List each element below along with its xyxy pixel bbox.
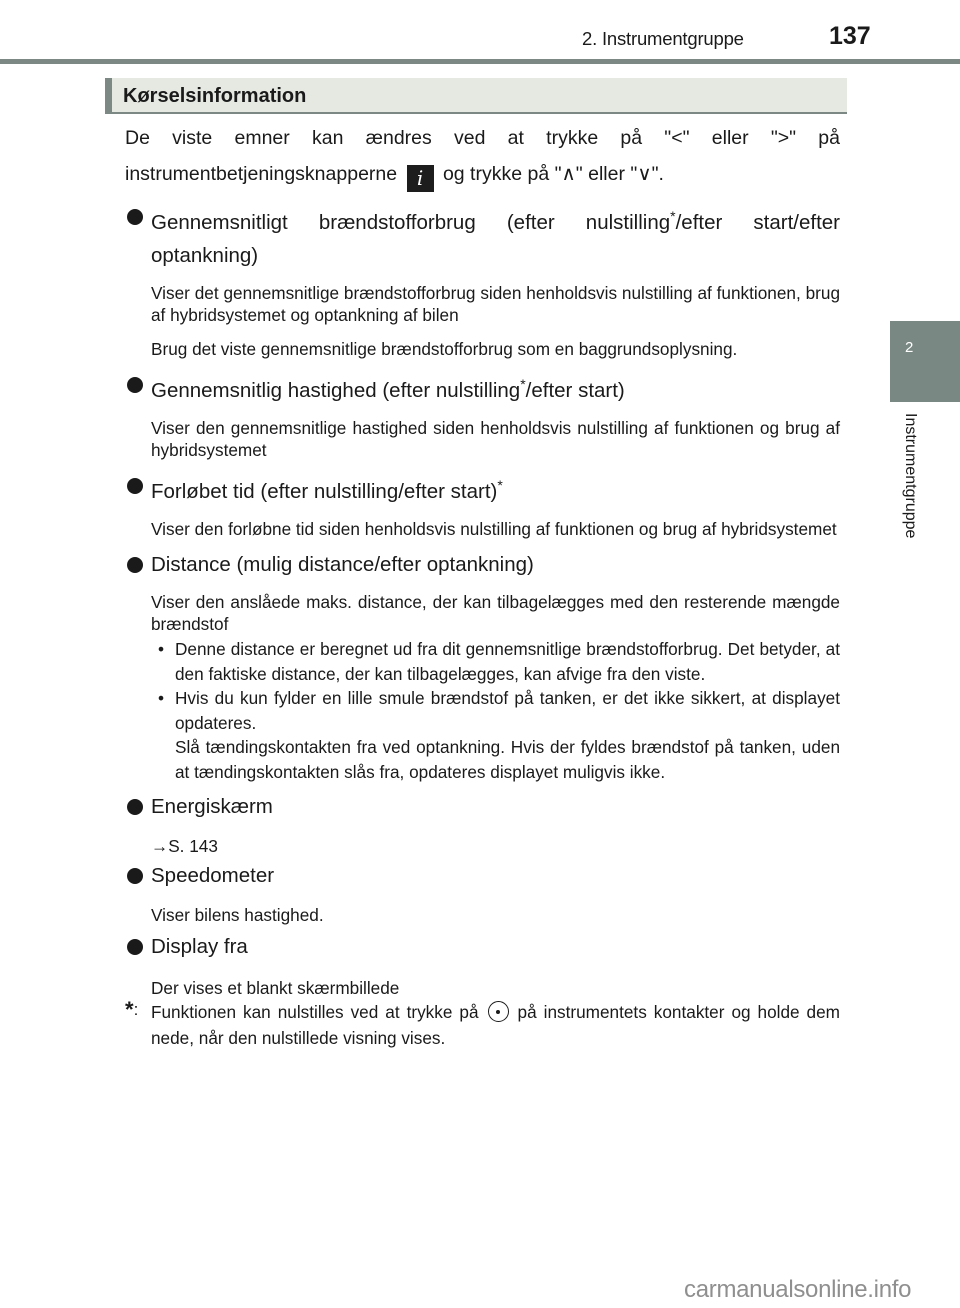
item-title-suffix: /efter start) bbox=[525, 379, 625, 402]
list-item-speedometer bbox=[125, 859, 840, 926]
item-title: Distance (mulig distance/efter optankning) bbox=[151, 553, 534, 576]
item-description: Viser bilens hastighed. bbox=[151, 905, 324, 925]
list-item-display-off bbox=[125, 930, 840, 999]
header-divider bbox=[0, 59, 960, 64]
item-title: Energiskærm bbox=[151, 795, 273, 818]
watermark: carmanualsonline.info bbox=[684, 1276, 912, 1303]
item-title: Gennemsnitlig hastighed (efter nulstilling bbox=[151, 379, 521, 402]
chapter-side-tab bbox=[890, 321, 960, 402]
footnote-mark bbox=[125, 997, 138, 1023]
page-number: 137 bbox=[829, 22, 871, 50]
sub-bullet-text: Slå tændingskontakten fra ved optankning. Hvis der fyldes brændstof på tanken, uden at tændingskontakten slås fra, opdateres displayet muligvis ikke. bbox=[175, 737, 840, 782]
sub-bullet-text: Denne distance er beregnet ud fra dit gennemsnitlige brændstofforbrug. Det betyder, at den faktiske distance, der kan tilbagelægges, kan afvige fra den viste. bbox=[175, 639, 840, 684]
asterisk-mark: * bbox=[520, 376, 526, 392]
list-item-distance bbox=[125, 548, 840, 784]
small-bullet-icon: • bbox=[158, 688, 165, 708]
chapter-side-label-text: Instrumentgruppe bbox=[902, 413, 919, 539]
item-description: Viser det gennemsnitlige brændstofforbrug siden henholdsvis nulstilling af funktionen, brug af hybridsystemet og optankning af bilen bbox=[151, 283, 840, 325]
bullet-icon bbox=[127, 939, 143, 955]
item-title: Speedometer bbox=[151, 864, 275, 887]
bullet-icon bbox=[127, 868, 143, 884]
sub-bullet bbox=[125, 637, 840, 686]
item-heading bbox=[125, 859, 840, 892]
item-description: Viser den gennemsnitlige hastighed siden henholdsvis nulstilling af funktionen og brug af hybridsystemet bbox=[151, 418, 840, 460]
footnote-text-1: Funktionen kan nulstilles ved at trykke på bbox=[151, 1002, 479, 1022]
item-title: Forløbet tid (efter nulstilling/efter start) bbox=[151, 480, 498, 503]
section-title-box bbox=[105, 78, 847, 114]
chapter-side-label bbox=[897, 413, 919, 573]
item-description: Der vises et blankt skærmbillede bbox=[151, 978, 400, 998]
item-heading bbox=[125, 930, 840, 963]
section-title-accent-bar bbox=[105, 78, 112, 114]
asterisk-mark: * bbox=[497, 477, 503, 493]
sub-bullet-text: Hvis du kun fylder en lille smule brændstof på tanken, er det ikke sikkert, at displayet opdateres. bbox=[175, 688, 840, 733]
item-heading bbox=[125, 469, 840, 508]
chapter-title: 2. Instrumentgruppe bbox=[582, 28, 744, 49]
sub-bullet-continuation bbox=[125, 735, 840, 784]
page-body bbox=[125, 120, 840, 1051]
reset-button-icon bbox=[488, 1001, 509, 1022]
item-heading bbox=[125, 368, 840, 407]
item-description: Brug det viste gennemsnitlige brændstofforbrug som en baggrundsoplysning. bbox=[151, 339, 738, 359]
page-reference-link[interactable]: →S. 143 bbox=[151, 836, 218, 856]
footnote-text-2: på instrumentets kontakter og holde dem nede, når den nulstillede visning vises. bbox=[151, 1002, 840, 1048]
small-bullet-icon: • bbox=[158, 639, 165, 659]
item-title: Gennemsnitligt brændstofforbrug (efter nulstilling bbox=[151, 211, 671, 234]
list-item-elapsed-time bbox=[125, 469, 840, 540]
footnote-asterisk: * bbox=[125, 997, 134, 1022]
footnote bbox=[125, 999, 840, 1051]
intro-text-1: De viste emner kan ændres ved at trykke på "<" eller ">" på instrumentbetjeningsknapperne bbox=[125, 127, 840, 185]
section-title: Kørselsinformation bbox=[123, 85, 307, 107]
asterisk-mark: * bbox=[670, 208, 676, 224]
intro-paragraph bbox=[125, 120, 840, 192]
bullet-icon bbox=[127, 557, 143, 573]
footnote-colon: : bbox=[133, 1000, 139, 1019]
item-title: Display fra bbox=[151, 935, 248, 958]
bullet-icon bbox=[127, 209, 143, 225]
list-item-avg-fuel bbox=[125, 200, 840, 360]
intro-text-2: og trykke på "∧" eller "∨". bbox=[442, 163, 664, 185]
item-heading bbox=[125, 200, 840, 272]
item-heading bbox=[125, 790, 840, 823]
info-button-icon: i bbox=[407, 165, 434, 192]
sub-bullet bbox=[125, 686, 840, 735]
list-item-avg-speed bbox=[125, 368, 840, 461]
item-description: Viser den forløbne tid siden henholdsvis nulstilling af funktionen og brug af hybridsystemet bbox=[151, 519, 837, 539]
bullet-icon bbox=[127, 478, 143, 494]
item-title-suffix: /efter start/efter optankning) bbox=[151, 211, 841, 267]
bullet-icon bbox=[127, 377, 143, 393]
chapter-number: 2 bbox=[905, 339, 914, 356]
item-description: Viser den anslåede maks. distance, der kan tilbagelægges med den resterende mængde brændstof bbox=[151, 592, 840, 634]
list-item-energy-screen bbox=[125, 790, 840, 857]
item-heading bbox=[125, 548, 840, 581]
bullet-icon bbox=[127, 799, 143, 815]
